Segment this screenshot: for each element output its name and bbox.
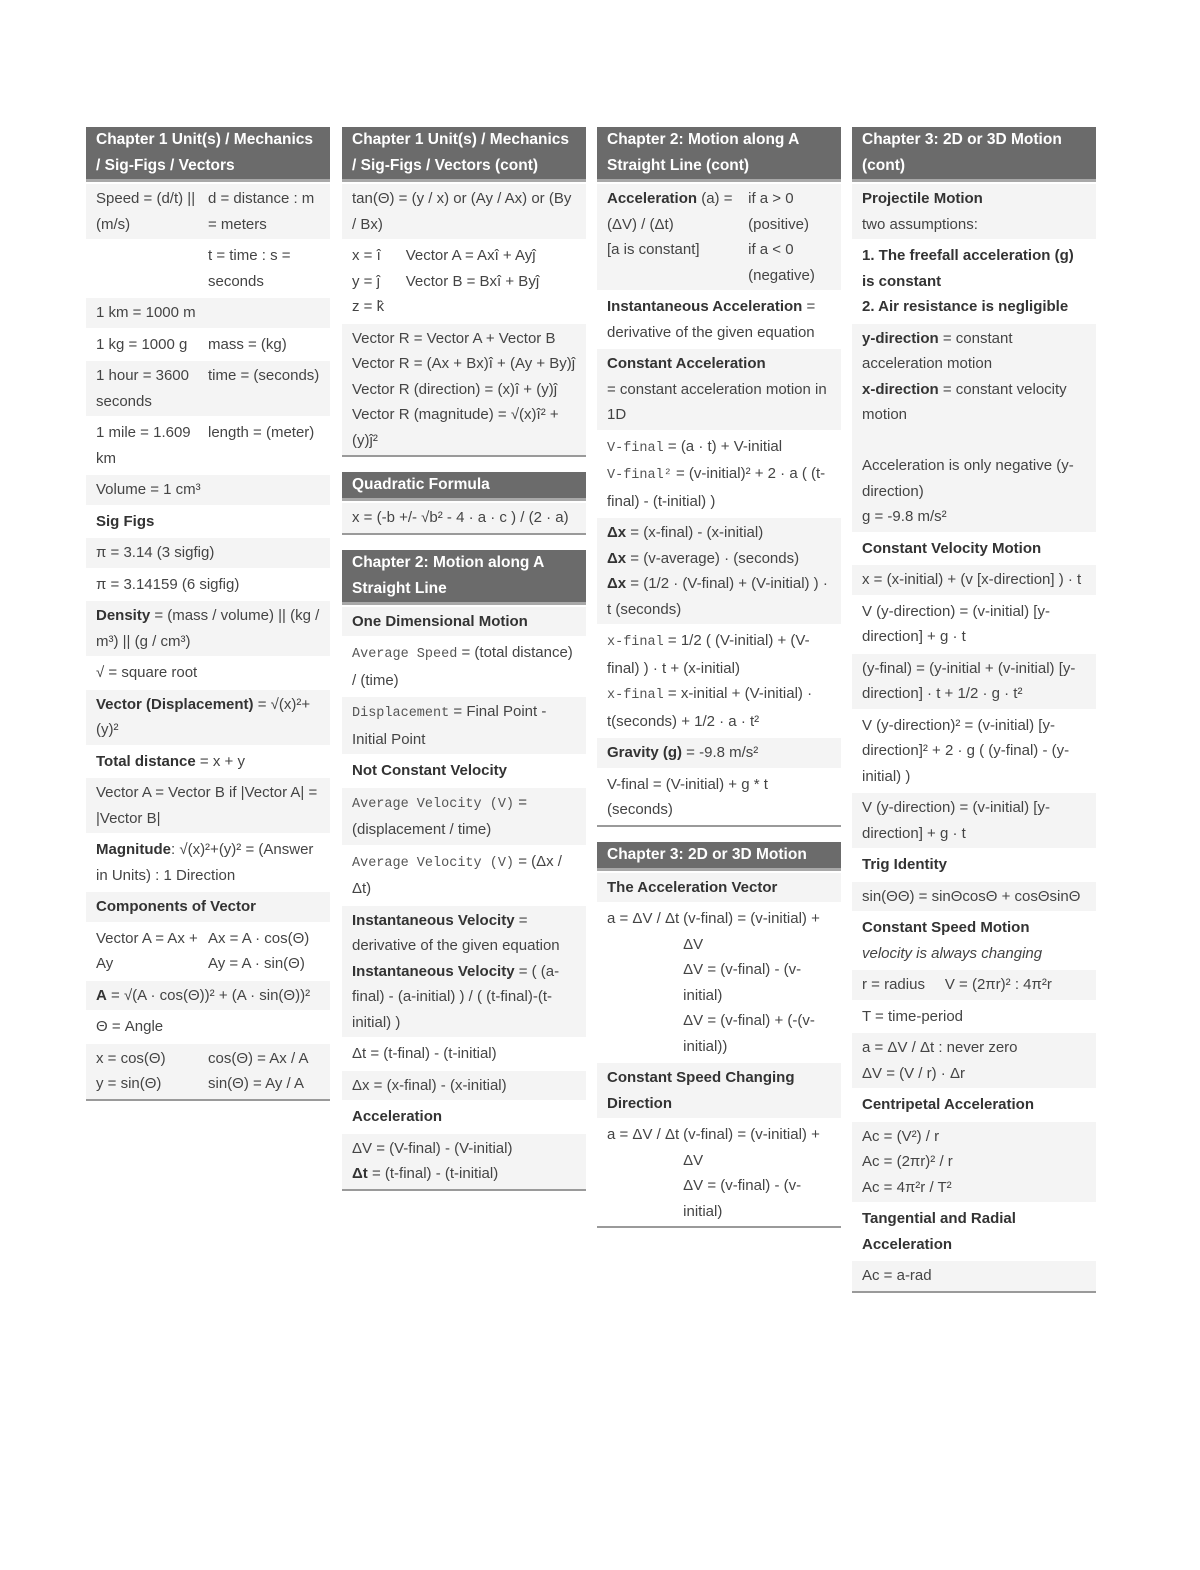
row-cell [96, 243, 208, 294]
formula-row [852, 182, 1096, 239]
section-header: Chapter 1 Unit(s) / Mechanics / Sig-Figs / Vectors [86, 127, 330, 182]
bold-term: Vector (Displacement) [96, 695, 254, 713]
text-line: two assumptions: [862, 215, 978, 233]
text-line: Vector R (direction) = (x)î + (y)ĵ [352, 380, 558, 398]
text-line: Vector R = (Ax + Bx)î + (Ay + By)ĵ [352, 355, 576, 372]
text-line [96, 749, 320, 775]
row-cell [96, 363, 208, 414]
two-column-row [86, 359, 330, 416]
text-line [607, 351, 831, 377]
bold-term: 2. Air resistance is negligible [862, 298, 1069, 315]
text-line: Speed = (d/t) || (m/s) [96, 190, 200, 233]
formula-row [86, 688, 330, 745]
mono-term: V-final² [607, 468, 672, 483]
subheading-row: Constant Velocity Motion [852, 532, 1096, 564]
mono-term: x-final [607, 688, 664, 703]
text-line [352, 640, 576, 693]
two-column-row [86, 328, 330, 360]
section-header: Chapter 2: Motion along A Straight Line [342, 550, 586, 605]
formula-text: = ( (a-final) - (a-initial) ) / ( (t-final)-(t-initial) ) [352, 962, 560, 1031]
section-box [597, 127, 841, 827]
subheading-row: Tangential and Radial Acceleration [852, 1202, 1096, 1259]
formula-row [852, 595, 1096, 652]
bold-term: Instantaneous Acceleration [607, 298, 803, 315]
formula-row [597, 290, 841, 347]
mono-term: Average Velocity (V) [352, 855, 515, 871]
text-line: Vector A = Vector B if |Vector A| = |Vector B| [96, 784, 322, 827]
formula-text: = (total distance) / (time) [352, 644, 577, 689]
text-line [352, 908, 576, 959]
formula-text: = Final Point - Initial Point [352, 703, 551, 748]
formula-text: = x + y [195, 752, 245, 770]
text-line: 1 kg = 1000 g [96, 335, 188, 353]
section-box [342, 472, 586, 535]
row-cell [208, 186, 320, 237]
bold-term: Δx [607, 575, 627, 592]
bold-term: Gravity (g) [607, 744, 683, 761]
row-cell [607, 906, 683, 1059]
formula-text: = (Δx / Δt) [352, 852, 567, 897]
text-line: Ax = A · cos(Θ) Ay = A · sin(Θ) [208, 929, 310, 972]
bold-term: Projectile Motion [862, 190, 983, 207]
text-line [607, 628, 831, 681]
section-box [852, 127, 1096, 1293]
row-cell [96, 1046, 208, 1097]
row-cell [208, 420, 320, 471]
formula-row [342, 636, 586, 695]
text-line [862, 941, 1086, 967]
bold-term: y-direction [862, 329, 939, 347]
two-column-row [342, 239, 586, 322]
text-line: d = distance : m = meters [208, 190, 319, 233]
text-line [607, 546, 831, 572]
section-header: Chapter 3: 2D or 3D Motion (cont) [852, 127, 1096, 182]
text-line [607, 740, 831, 766]
row-cell [96, 420, 208, 471]
formula-row [86, 473, 330, 505]
formula-row [597, 736, 841, 768]
text-line: 1 km = 1000 m [96, 304, 196, 321]
text-line: V (y-direction) = (v-initial) [y-direction] + g · t [862, 602, 1050, 645]
section-header: Chapter 1 Unit(s) / Mechanics / Sig-Figs / Vectors (cont) [342, 127, 586, 182]
text-line [862, 243, 1086, 294]
text-line: π = 3.14 (3 sigfig) [96, 544, 215, 561]
text-line [862, 915, 1086, 941]
formula-row [852, 1031, 1096, 1088]
formula-row [597, 347, 841, 430]
text-line [352, 699, 576, 752]
text-line [607, 681, 831, 734]
text-line [607, 294, 831, 345]
text-line: Acceleration is only negative (y-direction) [862, 457, 1074, 500]
formula-text: = derivative of the given equation [607, 298, 820, 341]
section-box [86, 127, 330, 1101]
formula-text: = 1/2 ( (V-initial) + (V-final) ) · t + (x-initial) [607, 632, 810, 677]
subheading-row: Constant Speed Changing Direction [597, 1061, 841, 1118]
subheading-row: Centripetal Acceleration [852, 1088, 1096, 1120]
text-line: a = ΔV / Δt [607, 910, 680, 927]
text-line [862, 186, 1086, 212]
text-line [96, 603, 324, 654]
row-cell [208, 926, 320, 977]
row-cell [945, 972, 1086, 998]
two-column-row [86, 239, 330, 296]
formula-row [86, 656, 330, 688]
formula-row [86, 979, 330, 1011]
text-line: cos(Θ) = Ax / A sin(Θ) = Ay / A [208, 1049, 309, 1092]
formula-text: = (1/2 · (V-final) + (V-initial) ) · t (seconds) [607, 575, 833, 618]
text-line: T = time-period [862, 1007, 964, 1025]
text-line [96, 983, 320, 1009]
formula-row [342, 322, 586, 456]
column-1 [86, 127, 330, 1116]
formula-row [852, 652, 1096, 709]
formula-text: = (v-average) · (seconds) [626, 549, 800, 567]
formula-text: = (mass / volume) || (kg / m³) || (g / cm³) [96, 607, 324, 650]
subheading-row: Trig Identity [852, 848, 1096, 880]
row-cell [862, 972, 945, 998]
text-line: 1 hour = 3600 seconds [96, 367, 194, 410]
subheading-row: One Dimensional Motion [342, 605, 586, 637]
text-line: V-final = (V-initial) + g * t (seconds) [607, 775, 773, 818]
section-box [342, 550, 586, 1191]
two-column-row [852, 968, 1096, 1000]
formula-text: = √(x)²+(y)² [96, 695, 311, 738]
formula-row [86, 568, 330, 600]
formula-row [852, 791, 1096, 848]
text-line: time = (seconds) [208, 367, 320, 384]
formula-text: = (t-final) - (t-initial) [367, 1165, 499, 1182]
two-column-row [597, 902, 841, 1061]
subheading-row: Sig Figs [86, 505, 330, 537]
formula-row [86, 536, 330, 568]
subheading-row: Not Constant Velocity [342, 754, 586, 786]
text-line: = constant acceleration motion in 1D [607, 380, 831, 423]
formula-row [597, 768, 841, 825]
formula-row [852, 322, 1096, 532]
row-cell [208, 332, 320, 358]
text-line: Ac = 4π²r / T² [862, 1178, 952, 1196]
text-line: Vector A = Ax + Ay [96, 929, 202, 972]
formula-text: = √(A · cos(Θ))² + (A · sin(Θ))² [106, 986, 311, 1004]
text-line: t = time : s = seconds [208, 247, 295, 290]
formula-row [86, 296, 330, 328]
section-box [597, 842, 841, 1229]
text-line [352, 849, 576, 902]
row-cell [683, 906, 831, 1059]
text-line [352, 1161, 576, 1187]
formula-text: = constant velocity motion [862, 380, 1071, 423]
subheading-row: Components of Vector [86, 890, 330, 922]
text-line: Θ = Angle [96, 1018, 164, 1035]
text-line: 1 mile = 1.609 km [96, 424, 195, 467]
text-line: length = (meter) [208, 424, 315, 441]
text-line: ΔV = (V-final) - (V-initial) [352, 1139, 513, 1157]
bold-term: Instantaneous Velocity [352, 911, 515, 929]
formula-text: = derivative of the given equation [352, 911, 560, 954]
formula-row [852, 563, 1096, 595]
text-line [607, 520, 831, 546]
text-line [862, 377, 1086, 428]
text-line: a = ΔV / Δt : never zero [862, 1039, 1018, 1056]
text-line [352, 790, 576, 843]
mono-term: Average Velocity (V) [352, 796, 515, 812]
formula-row [852, 911, 1096, 968]
formula-row [342, 501, 586, 533]
text-line: (v-final) = (v-initial) + ΔV ΔV = (v-final) - (v-initial) ΔV = (v-final) + (-(v-initial)) [683, 910, 820, 1055]
formula-row [86, 599, 330, 656]
formula-text: = constant acceleration motion [862, 329, 1017, 372]
formula-row [342, 786, 586, 845]
text-line: x = (-b +/- √b² - 4 · a · c ) / (2 · a) [352, 509, 569, 526]
text-line [607, 434, 831, 462]
text-line: Volume = 1 cm³ [96, 481, 201, 498]
text-line: x = (x-initial) + (v [x-direction] ) · t [862, 571, 1082, 588]
two-column-row [86, 182, 330, 239]
bold-term: Magnitude [96, 841, 171, 858]
text-line: Vector R (magnitude) = √(x)î² + (y)ĵ² [352, 406, 563, 449]
formula-row [342, 695, 586, 754]
formula-row [342, 904, 586, 1038]
text-line: π = 3.14159 (6 sigfig) [96, 575, 240, 593]
formula-text: = x-initial + (V-initial) · t(seconds) + 1/2 · a · t² [607, 685, 817, 730]
row-cell [748, 186, 831, 288]
text-line [352, 959, 576, 1036]
text-line: x = î y = ĵ z = k̂ [352, 247, 385, 315]
text-line: if a > 0 (positive) if a < 0 (negative) [748, 190, 815, 284]
section-header: Quadratic Formula [342, 472, 586, 501]
bold-term: x-direction [862, 380, 939, 398]
row-cell [96, 926, 208, 977]
mono-term: Average Speed [352, 647, 458, 662]
bold-term: Total distance [96, 752, 196, 770]
text-line [607, 186, 744, 263]
row-cell [96, 332, 208, 358]
text-line: V (y-direction) = (v-initial) [y-direction] + g · t [862, 799, 1050, 842]
text-line [607, 571, 831, 622]
mono-term: x-final [607, 635, 664, 650]
bold-term: Instantaneous Velocity [352, 962, 515, 980]
formula-row [852, 709, 1096, 792]
bold-term: Acceleration [607, 190, 698, 207]
text-line: (v-final) = (v-initial) + ΔV ΔV = (v-final) - (v-initial) [683, 1126, 820, 1220]
bold-term: Constant Speed Motion [862, 919, 1030, 936]
bold-term: Δx [607, 549, 627, 567]
bold-term: 1. The freefall acceleration (g) is constant [862, 247, 1078, 290]
mono-term: V-final [607, 440, 664, 456]
formula-text: = (a · t) + V-initial [663, 437, 783, 455]
text-line: Δx = (x-final) - (x-initial) [352, 1076, 507, 1094]
formula-row [597, 516, 841, 624]
row-cell [683, 1122, 831, 1224]
two-column-row [86, 1042, 330, 1099]
formula-row [342, 182, 586, 239]
mono-term: Displacement [352, 706, 450, 721]
row-cell [352, 243, 406, 320]
formula-row [342, 1069, 586, 1101]
subheading-row: Acceleration [342, 1100, 586, 1132]
text-line [96, 692, 320, 743]
row-cell [607, 1122, 683, 1224]
formula-text: = (displacement / time) [352, 793, 532, 838]
text-line: V = (2πr)² : 4π²r [944, 976, 1052, 993]
formula-row [852, 1120, 1096, 1203]
text-line: √ = square root [96, 664, 198, 681]
text-line: x = cos(Θ) y = sin(Θ) [96, 1049, 166, 1092]
text-line: Vector A = Axî + Ayĵ Vector B = Bxî + Byĵ [405, 247, 540, 290]
text-line: V (y-direction)² = (v-initial) [y-direction]² + 2 · g ( (y-final) - (y-initial) ) [862, 716, 1070, 785]
column-3 [597, 127, 841, 1243]
text-line [96, 243, 204, 269]
italic-note: velocity is always changing [862, 944, 1043, 962]
text-line: sin(ΘΘ) = sinΘcosΘ + cosΘsinΘ [862, 887, 1081, 905]
formula-text: (a) = (ΔV) / (Δt) [a is constant] [607, 190, 733, 258]
section-header: Chapter 2: Motion along A Straight Line (cont) [597, 127, 841, 182]
bold-term: Constant Acceleration [607, 355, 766, 372]
text-line [607, 461, 831, 514]
formula-row [86, 745, 330, 777]
formula-row [342, 1037, 586, 1069]
formula-row [852, 880, 1096, 912]
formula-row [342, 1132, 586, 1189]
formula-text: = (x-final) - (x-initial) [626, 524, 764, 541]
text-line: ΔV = (V / r) · Δr [862, 1064, 965, 1082]
row-cell [96, 186, 208, 237]
text-line: Ac = (2πr)² / r [862, 1153, 953, 1170]
bold-term: A [96, 986, 107, 1004]
formula-row [86, 1010, 330, 1042]
text-line: Ac = (V²) / r [862, 1127, 940, 1145]
text-line: Δt = (t-final) - (t-initial) [352, 1045, 497, 1062]
formula-row [597, 624, 841, 736]
column-4 [852, 127, 1096, 1308]
formula-row [852, 1259, 1096, 1291]
text-line: mass = (kg) [208, 335, 287, 353]
text-line: Vector R = Vector A + Vector B [352, 329, 556, 347]
bold-term: Density [96, 607, 151, 624]
text-line: g = -9.8 m/s² [862, 508, 947, 525]
formula-text: = (v-initial)² + 2 · a ( (t-final) - (t-initial) ) [607, 465, 826, 510]
text-line [96, 837, 320, 888]
row-cell [607, 186, 748, 288]
subheading-row: The Acceleration Vector [597, 871, 841, 903]
text-line: r = radius [862, 976, 925, 993]
row-cell [406, 243, 576, 320]
bold-term: Δt [352, 1165, 368, 1182]
two-column-row [597, 182, 841, 290]
text-line: (y-final) = (y-initial + (v-initial) [y-direction] · t + 1/2 · g · t² [862, 659, 1076, 702]
formula-text: = -9.8 m/s² [682, 744, 759, 761]
text-line [862, 428, 1086, 454]
formula-row [852, 239, 1096, 322]
text-line [862, 326, 1086, 377]
text-line: Ac = a-rad [862, 1267, 932, 1284]
text-line: tan(Θ) = (y / x) or (Ay / Ax) or (By / Bx) [352, 190, 576, 233]
text-line: a = ΔV / Δt [607, 1126, 680, 1143]
column-2 [342, 127, 586, 1206]
two-column-row [86, 922, 330, 979]
formula-row [852, 1000, 1096, 1032]
formula-text: : √(x)²+(y)² = (Answer in Units) : 1 Direction [96, 841, 318, 884]
row-cell [208, 363, 320, 414]
formula-row [597, 430, 841, 517]
row-cell [208, 243, 320, 294]
two-column-row [86, 416, 330, 473]
section-box [342, 127, 586, 457]
bold-term: Δx [607, 524, 627, 541]
row-cell [208, 1046, 320, 1097]
two-column-row [597, 1118, 841, 1226]
text-line [862, 294, 1086, 320]
formula-row [86, 833, 330, 890]
section-header: Chapter 3: 2D or 3D Motion [597, 842, 841, 871]
formula-row [86, 776, 330, 833]
formula-row [342, 845, 586, 904]
